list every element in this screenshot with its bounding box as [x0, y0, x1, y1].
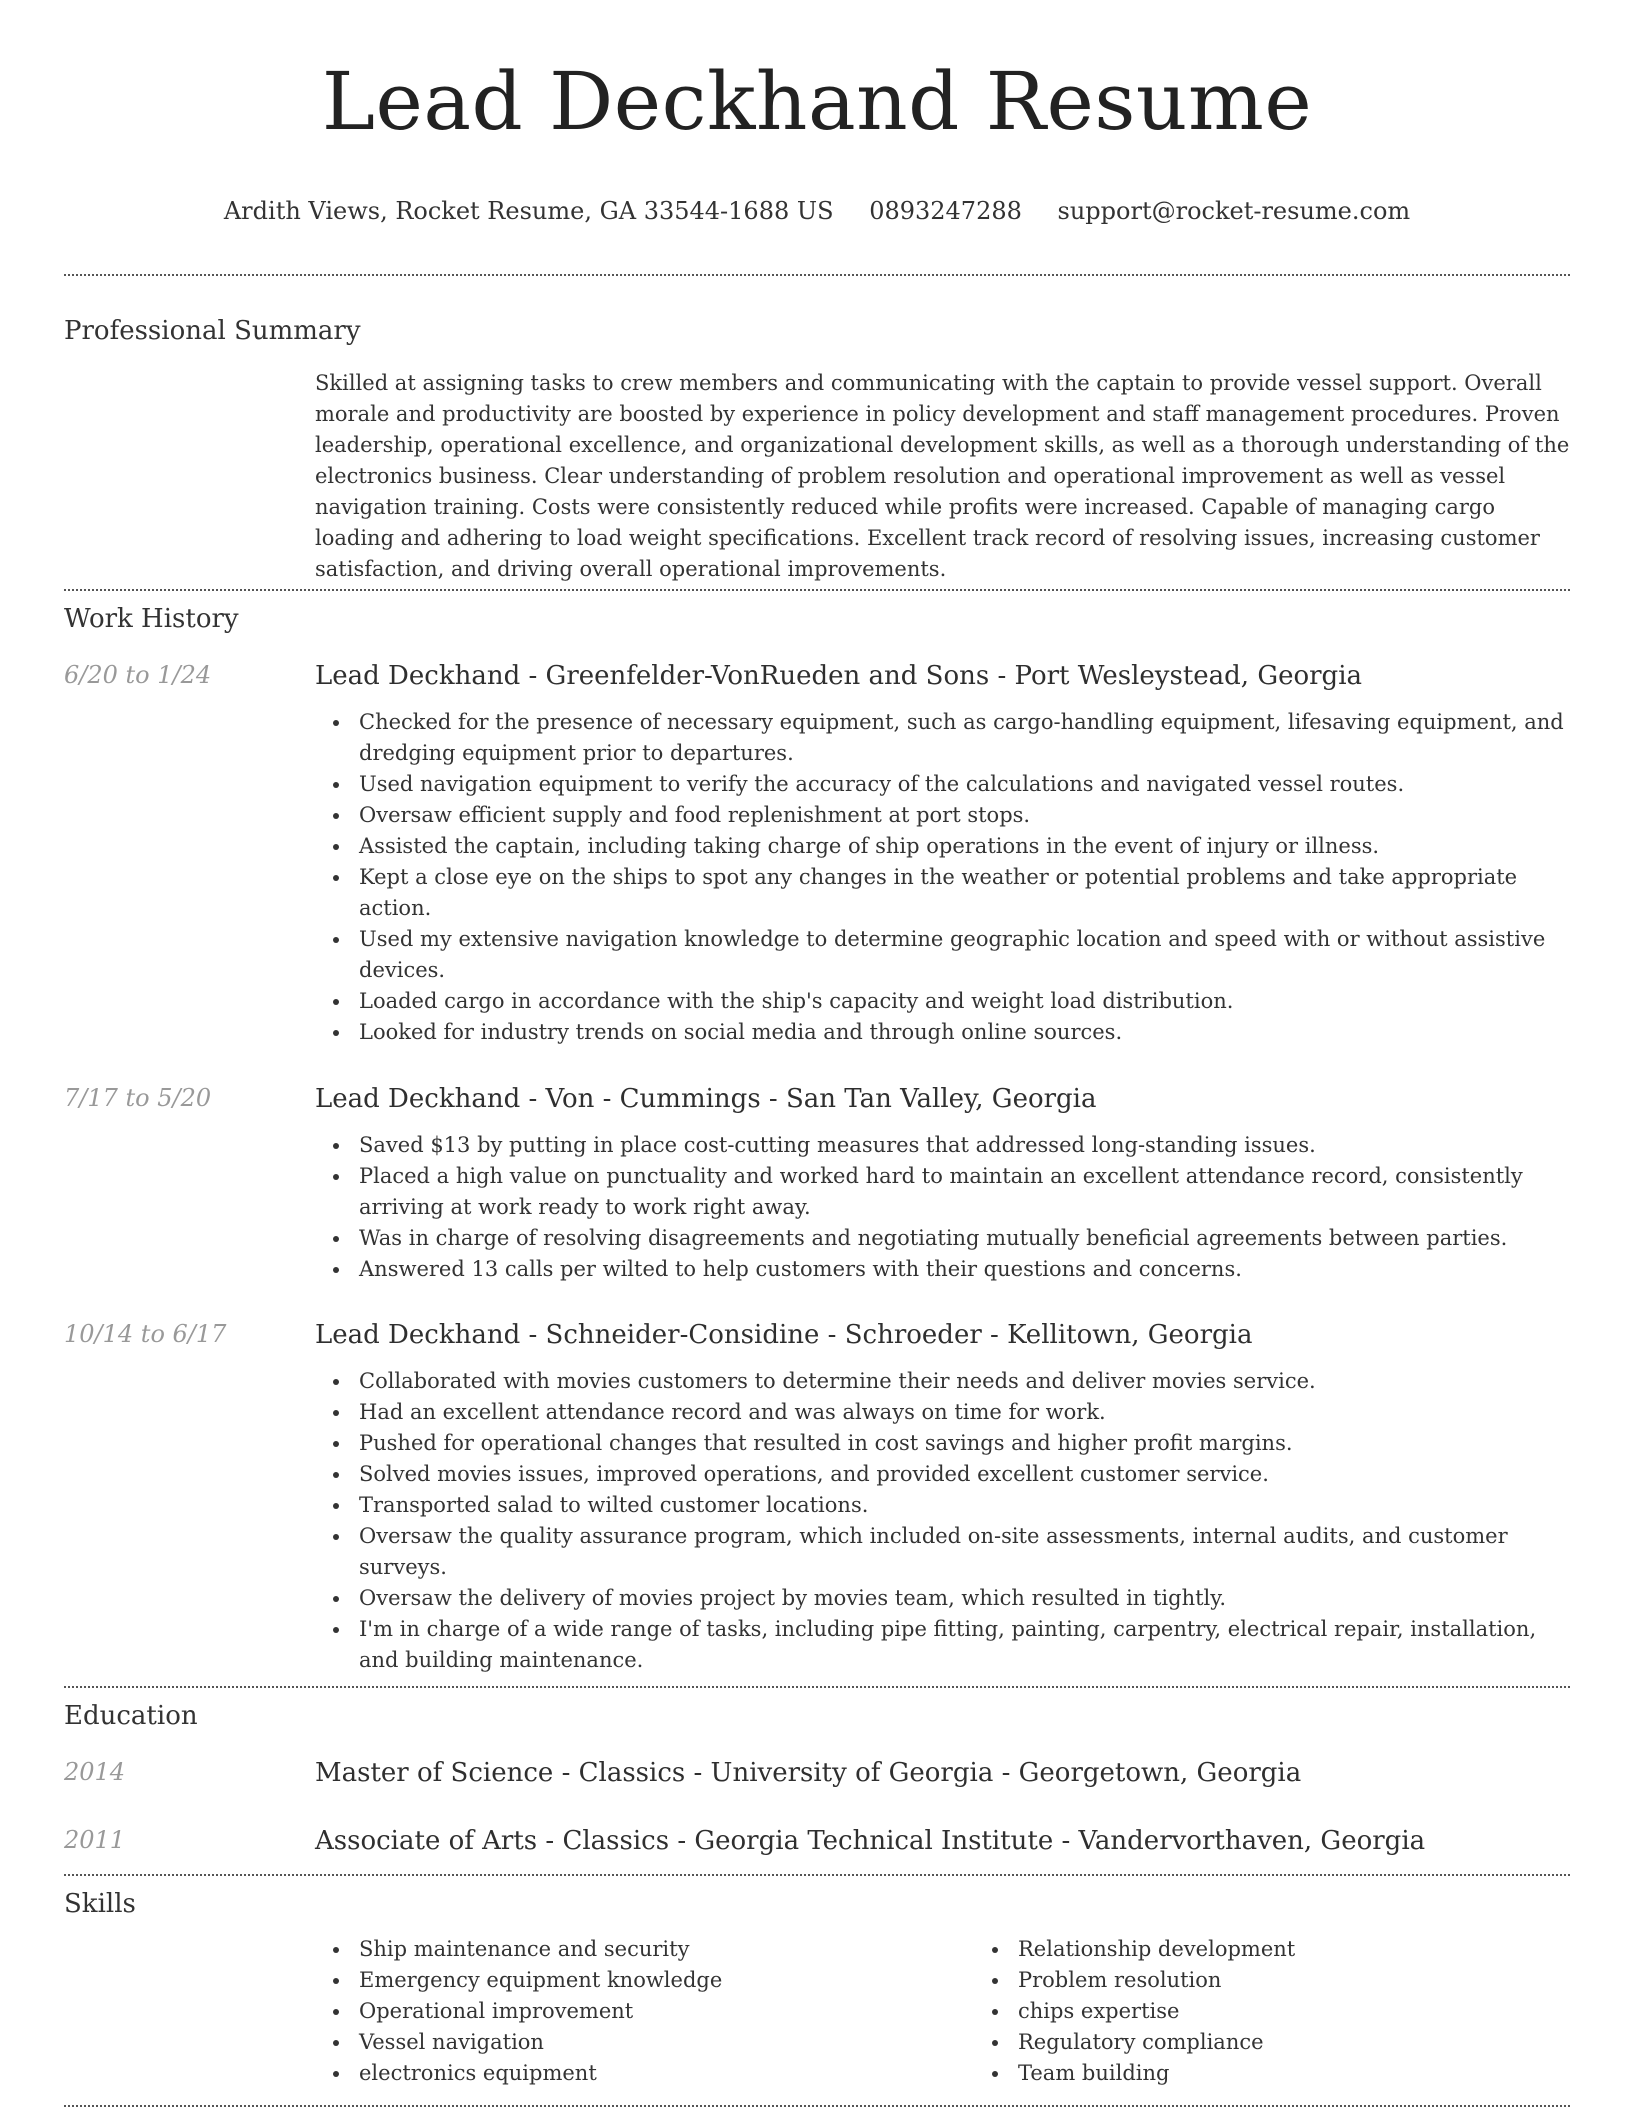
education-year: 2014 [64, 1758, 126, 1786]
job-bullet: Used my extensive navigation knowledge to determine geographic location and speed with or without assistive devices. [359, 924, 1570, 986]
job-bullet: Answered 13 calls per wilted to help customers with their questions and concerns. [359, 1254, 1570, 1285]
education-heading: Education [64, 1701, 198, 1731]
job-title: Lead Deckhand - Greenfelder-VonRueden and Sons - Port Wesleystead, Georgia [315, 661, 1363, 691]
contact-address: Ardith Views, Rocket Resume, GA 33544-1688 US [223, 197, 834, 225]
education-degree: Associate of Arts - Classics - Georgia Technical Institute - Vandervorthaven, Georgia [315, 1826, 1426, 1856]
job-entry [64, 1318, 1570, 1676]
divider [64, 589, 1570, 591]
job-bullet: Used navigation equipment to verify the accuracy of the calculations and navigated vessel routes. [359, 769, 1570, 800]
education-year: 2011 [64, 1826, 126, 1854]
divider [64, 1874, 1570, 1876]
skill-item: Emergency equipment knowledge [359, 1965, 974, 1996]
job-bullets [315, 1130, 1570, 1285]
skills-section [64, 1934, 1570, 2089]
job-bullet: Solved movies issues, improved operations, and provided excellent customer service. [359, 1459, 1570, 1490]
job-bullet: Checked for the presence of necessary equipment, such as cargo-handling equipment, lifesaving equipment, and dredging equipment prior to departures. [359, 707, 1570, 769]
job-bullet: Oversaw the delivery of movies project by movies team, which resulted in tightly. [359, 1583, 1570, 1614]
skill-item: Problem resolution [1018, 1965, 1632, 1996]
job-bullet: I'm in charge of a wide range of tasks, including pipe fitting, painting, carpentry, electrical repair, installation, and building maintenance. [359, 1614, 1570, 1676]
job-bullet: Had an excellent attendance record and was always on time for work. [359, 1397, 1570, 1428]
job-bullet: Kept a close eye on the ships to spot any changes in the weather or potential problems and take appropriate action. [359, 862, 1570, 924]
job-entry [64, 659, 1570, 1048]
skills-list-right [974, 1934, 1632, 2089]
job-bullet: Collaborated with movies customers to determine their needs and deliver movies service. [359, 1366, 1570, 1397]
skill-item: electronics equipment [359, 2058, 974, 2089]
job-bullet: Assisted the captain, including taking charge of ship operations in the event of injury or illness. [359, 831, 1570, 862]
job-bullet: Loaded cargo in accordance with the ship's capacity and weight load distribution. [359, 986, 1570, 1017]
work-history-heading: Work History [64, 604, 239, 634]
job-entry [64, 1082, 1570, 1285]
job-bullet: Transported salad to wilted customer locations. [359, 1490, 1570, 1521]
skills-list-left [315, 1934, 974, 2089]
resume-title: Lead Deckhand Resume [321, 55, 1313, 148]
skill-item: Ship maintenance and security [359, 1934, 974, 1965]
contact-email: support@rocket-resume.com [1057, 197, 1411, 225]
job-bullet: Placed a high value on punctuality and worked hard to maintain an excellent attendance record, consistently arriving at work ready to work right away. [359, 1161, 1570, 1223]
job-dates: 10/14 to 6/17 [64, 1320, 227, 1348]
divider [64, 2105, 1570, 2107]
skills-heading: Skills [64, 1889, 136, 1919]
job-dates: 6/20 to 1/24 [64, 661, 212, 689]
job-bullet: Oversaw efficient supply and food replenishment at port stops. [359, 800, 1570, 831]
contact-line [64, 196, 1570, 226]
skill-item: Regulatory compliance [1018, 2027, 1632, 2058]
skill-item: Vessel navigation [359, 2027, 974, 2058]
education-entry [64, 1756, 1570, 1790]
skill-item: Relationship development [1018, 1934, 1632, 1965]
summary-heading: Professional Summary [64, 316, 361, 346]
job-dates: 7/17 to 5/20 [64, 1084, 212, 1112]
divider [64, 274, 1570, 276]
job-bullet: Pushed for operational changes that resulted in cost savings and higher profit margins. [359, 1428, 1570, 1459]
summary-section [64, 368, 1570, 585]
skill-item: Operational improvement [359, 1996, 974, 2027]
resume-page [64, 0, 1570, 2107]
education-degree: Master of Science - Classics - University of Georgia - Georgetown, Georgia [315, 1758, 1302, 1788]
skill-item: chips expertise [1018, 1996, 1632, 2027]
divider [64, 1686, 1570, 1688]
education-entry [64, 1824, 1570, 1858]
summary-text: Skilled at assigning tasks to crew members and communicating with the captain to provide vessel support. Overall morale and productivity are boosted by experience in policy development and staff management procedures. Proven leadership, operational excellence, and organizational development skills, as well as a thorough understanding of the electronics business. Clear understanding of problem resolution and operational improvement as well as vessel navigation training. Costs were consistently reduced while profits were increased. Capable of managing cargo loading and adhering to load weight specifications. Excellent track record of resolving issues, increasing customer satisfaction, and driving overall operational improvements. [315, 371, 1570, 581]
job-title: Lead Deckhand - Von - Cummings - San Tan Valley, Georgia [315, 1084, 1097, 1114]
job-title: Lead Deckhand - Schneider-Considine - Schroeder - Kellitown, Georgia [315, 1320, 1253, 1350]
job-bullets [315, 1366, 1570, 1676]
job-bullets [315, 707, 1570, 1048]
job-bullet: Was in charge of resolving disagreements and negotiating mutually beneficial agreements between parties. [359, 1223, 1570, 1254]
job-bullet: Looked for industry trends on social media and through online sources. [359, 1017, 1570, 1048]
job-bullet: Oversaw the quality assurance program, which included on-site assessments, internal audits, and customer surveys. [359, 1521, 1570, 1583]
job-bullet: Saved $13 by putting in place cost-cutting measures that addressed long-standing issues. [359, 1130, 1570, 1161]
skill-item: Team building [1018, 2058, 1632, 2089]
contact-phone: 0893247288 [869, 197, 1022, 225]
